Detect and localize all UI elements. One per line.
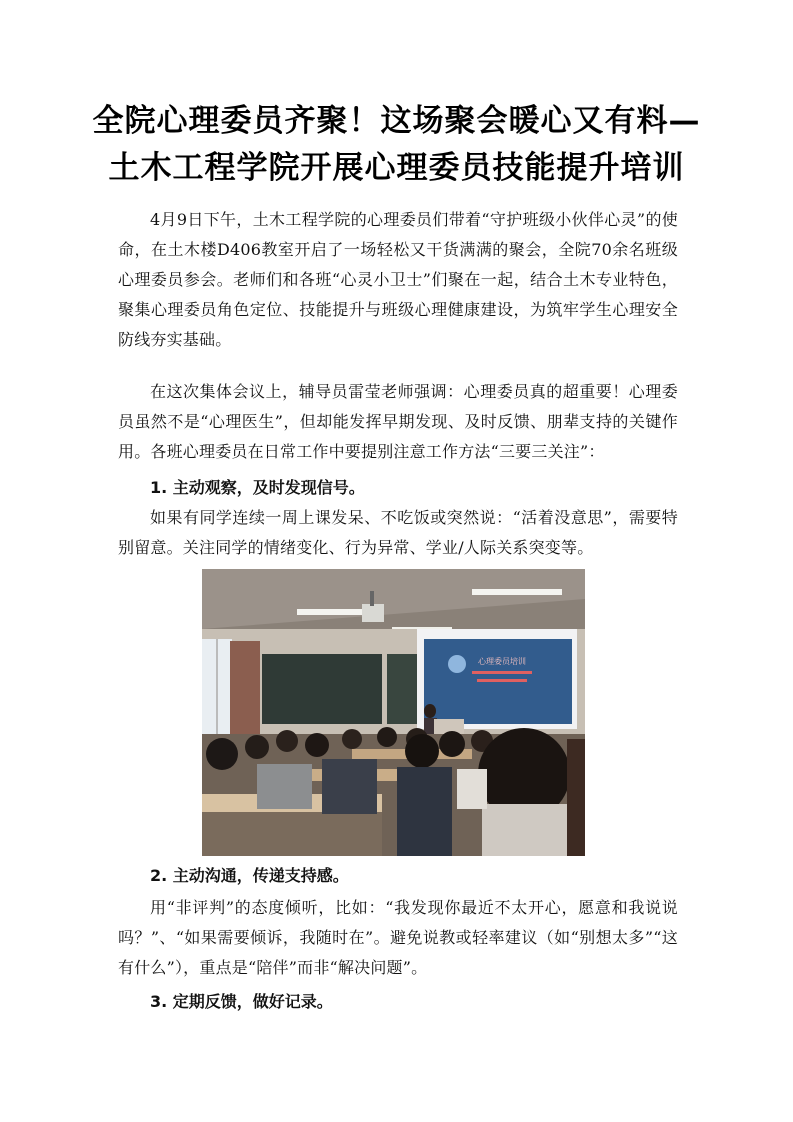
section-heading-1: 1. 主动观察，及时发现信号。 (150, 478, 365, 497)
title-line-2: 土木工程学院开展心理委员技能提升培训 (108, 150, 685, 186)
observe-paragraph: 如果有同学连续一周上课发呆、不吃饭或突然说：“活着没意思”，需要特别留意。关注同学的情绪变化、行为异常、学业/人际关系突变等。 (118, 508, 678, 557)
title-line-1: 全院心理委员齐聚！这场聚会暖心又有料— (92, 103, 701, 139)
intro-paragraph: 4月9日下午，土木工程学院的心理委员们带着“守护班级小伙伴心灵”的使命，在土木楼D406教室开启了一场轻松又干货满满的聚会，全院70余名班级心理委员参会。老师们和各班“心灵小卫士”们聚在一起，结合土木专业特色，聚集心理委员角色定位、技能提升与班级心理健康建设，为筑牢学生心理安全防线夯实基础。 (118, 210, 678, 349)
section-heading-2: 2. 主动沟通，传递支持感。 (150, 866, 349, 885)
classroom-photo (202, 569, 585, 856)
section-heading-3: 3. 定期反馈，做好记录。 (150, 992, 333, 1011)
meeting-paragraph: 在这次集体会议上，辅导员雷莹老师强调：心理委员真的超重要！心理委员虽然不是“心理医生”，但却能发挥早期发现、及时反馈、朋辈支持的关键作用。各班心理委员在日常工作中要提别注意工作方法“三要三关注”： (118, 382, 678, 461)
screen-caption: 心理委员培训 (478, 657, 526, 666)
communicate-paragraph: 用“非评判”的态度倾听，比如：“我发现你最近不太开心，愿意和我说说吗？”、“如果需要倾诉，我随时在”。避免说教或轻率建议（如“别想太多”“这有什么”），重点是“陪伴”而非“解决问题”。 (118, 898, 678, 977)
